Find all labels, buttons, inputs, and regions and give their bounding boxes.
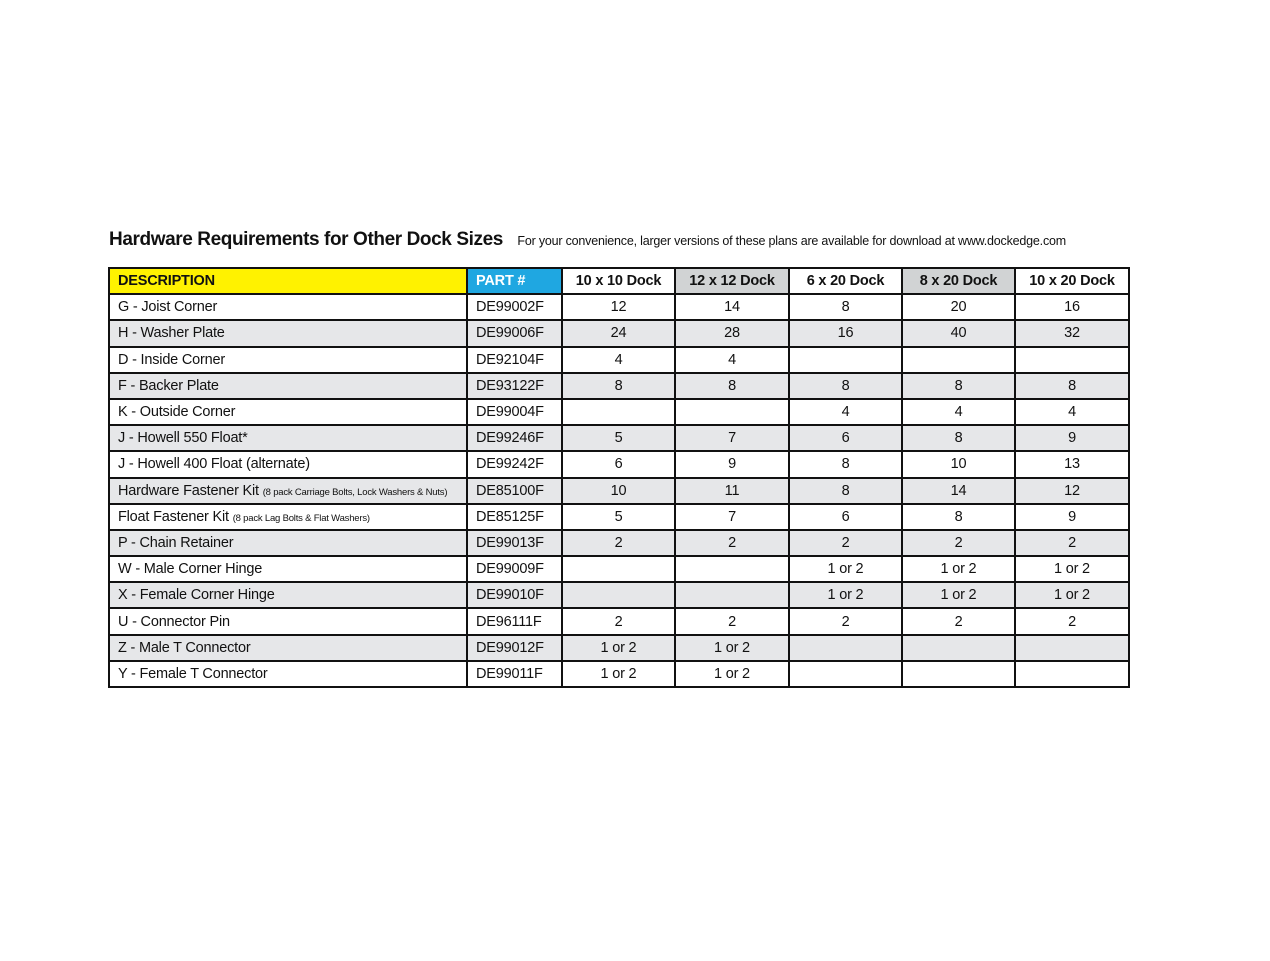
cell-quantity xyxy=(789,635,902,661)
cell-quantity: 7 xyxy=(675,425,789,451)
cell-quantity: 9 xyxy=(675,451,789,477)
cell-quantity: 4 xyxy=(1015,399,1129,425)
cell-quantity: 2 xyxy=(902,608,1015,634)
cell-quantity xyxy=(902,347,1015,373)
cell-quantity: 12 xyxy=(562,294,675,320)
description-note: (8 pack Carriage Bolts, Lock Washers & Nuts) xyxy=(262,486,448,498)
cell-quantity: 9 xyxy=(1015,504,1129,530)
cell-quantity: 7 xyxy=(675,504,789,530)
description-text: G - Joist Corner xyxy=(118,299,218,316)
description-note: (8 pack Lag Bolts & Flat Washers) xyxy=(232,512,370,524)
cell-quantity: 1 or 2 xyxy=(1015,582,1129,608)
description-text: P - Chain Retainer xyxy=(118,534,234,551)
cell-quantity: 2 xyxy=(1015,530,1129,556)
cell-quantity: 4 xyxy=(789,399,902,425)
header-description: DESCRIPTION xyxy=(109,268,467,294)
description-text: Y - Female T Connector xyxy=(118,665,268,682)
cell-quantity xyxy=(562,399,675,425)
table-row xyxy=(109,582,1129,608)
hardware-requirements-table xyxy=(108,267,1130,688)
cell-quantity: 1 or 2 xyxy=(789,582,902,608)
header-size-10x10: 10 x 10 Dock xyxy=(562,268,675,294)
description-text: H - Washer Plate xyxy=(118,325,225,342)
cell-quantity: 40 xyxy=(902,320,1015,346)
cell-quantity: 14 xyxy=(675,294,789,320)
cell-quantity: 11 xyxy=(675,478,789,504)
description-text: U - Connector Pin xyxy=(118,613,230,630)
cell-quantity: 16 xyxy=(1015,294,1129,320)
cell-quantity: 8 xyxy=(562,373,675,399)
cell-quantity: 6 xyxy=(789,504,902,530)
cell-part-number: DE99010F xyxy=(467,582,562,608)
cell-quantity: 8 xyxy=(1015,373,1129,399)
cell-quantity: 10 xyxy=(902,451,1015,477)
cell-part-number: DE99004F xyxy=(467,399,562,425)
cell-quantity: 8 xyxy=(902,373,1015,399)
cell-quantity: 8 xyxy=(902,504,1015,530)
page-subtitle: For your convenience, larger versions of these plans are available for download at www.dockedge.com xyxy=(517,234,1066,248)
cell-quantity: 24 xyxy=(562,320,675,346)
cell-quantity: 5 xyxy=(562,504,675,530)
cell-quantity: 28 xyxy=(675,320,789,346)
cell-description xyxy=(109,556,467,582)
table-row xyxy=(109,294,1129,320)
cell-quantity xyxy=(1015,347,1129,373)
cell-quantity xyxy=(789,661,902,687)
cell-quantity: 1 or 2 xyxy=(902,582,1015,608)
cell-description xyxy=(109,582,467,608)
cell-part-number: DE99242F xyxy=(467,451,562,477)
table-row xyxy=(109,478,1129,504)
cell-quantity: 8 xyxy=(902,425,1015,451)
cell-description xyxy=(109,399,467,425)
cell-quantity: 10 xyxy=(562,478,675,504)
cell-quantity xyxy=(902,661,1015,687)
description-text: Float Fastener Kit xyxy=(118,508,229,525)
cell-quantity: 8 xyxy=(789,294,902,320)
description-text: J - Howell 400 Float (alternate) xyxy=(118,456,310,473)
cell-description xyxy=(109,530,467,556)
cell-quantity xyxy=(1015,661,1129,687)
cell-quantity: 1 or 2 xyxy=(562,661,675,687)
cell-quantity: 16 xyxy=(789,320,902,346)
cell-part-number: DE99012F xyxy=(467,635,562,661)
cell-quantity: 2 xyxy=(562,530,675,556)
description-text: K - Outside Corner xyxy=(118,404,236,421)
cell-description xyxy=(109,635,467,661)
cell-quantity: 4 xyxy=(562,347,675,373)
description-text: J - Howell 550 Float* xyxy=(118,430,248,447)
table-row xyxy=(109,556,1129,582)
cell-quantity: 2 xyxy=(789,608,902,634)
table-row xyxy=(109,425,1129,451)
cell-quantity: 14 xyxy=(902,478,1015,504)
header-part-number: PART # xyxy=(467,268,562,294)
cell-quantity: 4 xyxy=(675,347,789,373)
cell-quantity xyxy=(1015,635,1129,661)
header-size-8x20: 8 x 20 Dock xyxy=(902,268,1015,294)
table-row xyxy=(109,661,1129,687)
table-row xyxy=(109,635,1129,661)
table-row xyxy=(109,373,1129,399)
cell-description xyxy=(109,425,467,451)
cell-quantity: 5 xyxy=(562,425,675,451)
cell-part-number: DE96111F xyxy=(467,608,562,634)
cell-quantity xyxy=(675,582,789,608)
cell-quantity: 6 xyxy=(789,425,902,451)
cell-part-number: DE99009F xyxy=(467,556,562,582)
cell-description xyxy=(109,504,467,530)
cell-quantity xyxy=(902,635,1015,661)
header-size-10x20: 10 x 20 Dock xyxy=(1015,268,1129,294)
cell-quantity: 1 or 2 xyxy=(562,635,675,661)
table-row xyxy=(109,399,1129,425)
cell-part-number: DE85125F xyxy=(467,504,562,530)
table-row xyxy=(109,608,1129,634)
cell-quantity: 2 xyxy=(902,530,1015,556)
cell-description xyxy=(109,608,467,634)
cell-description xyxy=(109,478,467,504)
table-row xyxy=(109,530,1129,556)
cell-quantity: 12 xyxy=(1015,478,1129,504)
cell-quantity: 8 xyxy=(675,373,789,399)
table-row xyxy=(109,504,1129,530)
cell-quantity: 2 xyxy=(675,530,789,556)
cell-quantity: 1 or 2 xyxy=(902,556,1015,582)
description-text: F - Backer Plate xyxy=(118,377,219,394)
table-row xyxy=(109,347,1129,373)
cell-quantity: 1 or 2 xyxy=(1015,556,1129,582)
cell-quantity: 2 xyxy=(675,608,789,634)
cell-description xyxy=(109,451,467,477)
cell-part-number: DE92104F xyxy=(467,347,562,373)
cell-quantity: 6 xyxy=(562,451,675,477)
cell-quantity: 8 xyxy=(789,373,902,399)
cell-quantity: 2 xyxy=(562,608,675,634)
cell-quantity: 2 xyxy=(1015,608,1129,634)
cell-quantity: 4 xyxy=(902,399,1015,425)
header-row xyxy=(109,268,1129,294)
cell-quantity: 9 xyxy=(1015,425,1129,451)
cell-part-number: DE85100F xyxy=(467,478,562,504)
cell-description xyxy=(109,373,467,399)
cell-quantity: 1 or 2 xyxy=(675,661,789,687)
cell-quantity: 2 xyxy=(789,530,902,556)
description-text: Hardware Fastener Kit xyxy=(118,482,259,499)
cell-part-number: DE99246F xyxy=(467,425,562,451)
description-text: D - Inside Corner xyxy=(118,351,225,368)
cell-description xyxy=(109,294,467,320)
cell-part-number: DE99011F xyxy=(467,661,562,687)
cell-quantity: 8 xyxy=(789,478,902,504)
description-text: Z - Male T Connector xyxy=(118,639,251,656)
cell-quantity xyxy=(562,556,675,582)
cell-part-number: DE93122F xyxy=(467,373,562,399)
description-text: W - Male Corner Hinge xyxy=(118,561,263,578)
cell-quantity xyxy=(562,582,675,608)
page-title: Hardware Requirements for Other Dock Sizes xyxy=(109,229,503,250)
cell-quantity: 13 xyxy=(1015,451,1129,477)
heading-row xyxy=(109,229,1129,259)
cell-part-number: DE99013F xyxy=(467,530,562,556)
description-text: X - Female Corner Hinge xyxy=(118,587,275,604)
cell-quantity xyxy=(789,347,902,373)
header-size-6x20: 6 x 20 Dock xyxy=(789,268,902,294)
cell-description xyxy=(109,320,467,346)
cell-description xyxy=(109,347,467,373)
cell-quantity: 32 xyxy=(1015,320,1129,346)
cell-part-number: DE99006F xyxy=(467,320,562,346)
table-row xyxy=(109,451,1129,477)
header-size-12x12: 12 x 12 Dock xyxy=(675,268,789,294)
cell-part-number: DE99002F xyxy=(467,294,562,320)
cell-quantity: 8 xyxy=(789,451,902,477)
cell-quantity xyxy=(675,399,789,425)
cell-quantity xyxy=(675,556,789,582)
cell-quantity: 1 or 2 xyxy=(789,556,902,582)
cell-quantity: 1 or 2 xyxy=(675,635,789,661)
table-body xyxy=(109,294,1129,687)
table-row xyxy=(109,320,1129,346)
cell-quantity: 20 xyxy=(902,294,1015,320)
cell-description xyxy=(109,661,467,687)
